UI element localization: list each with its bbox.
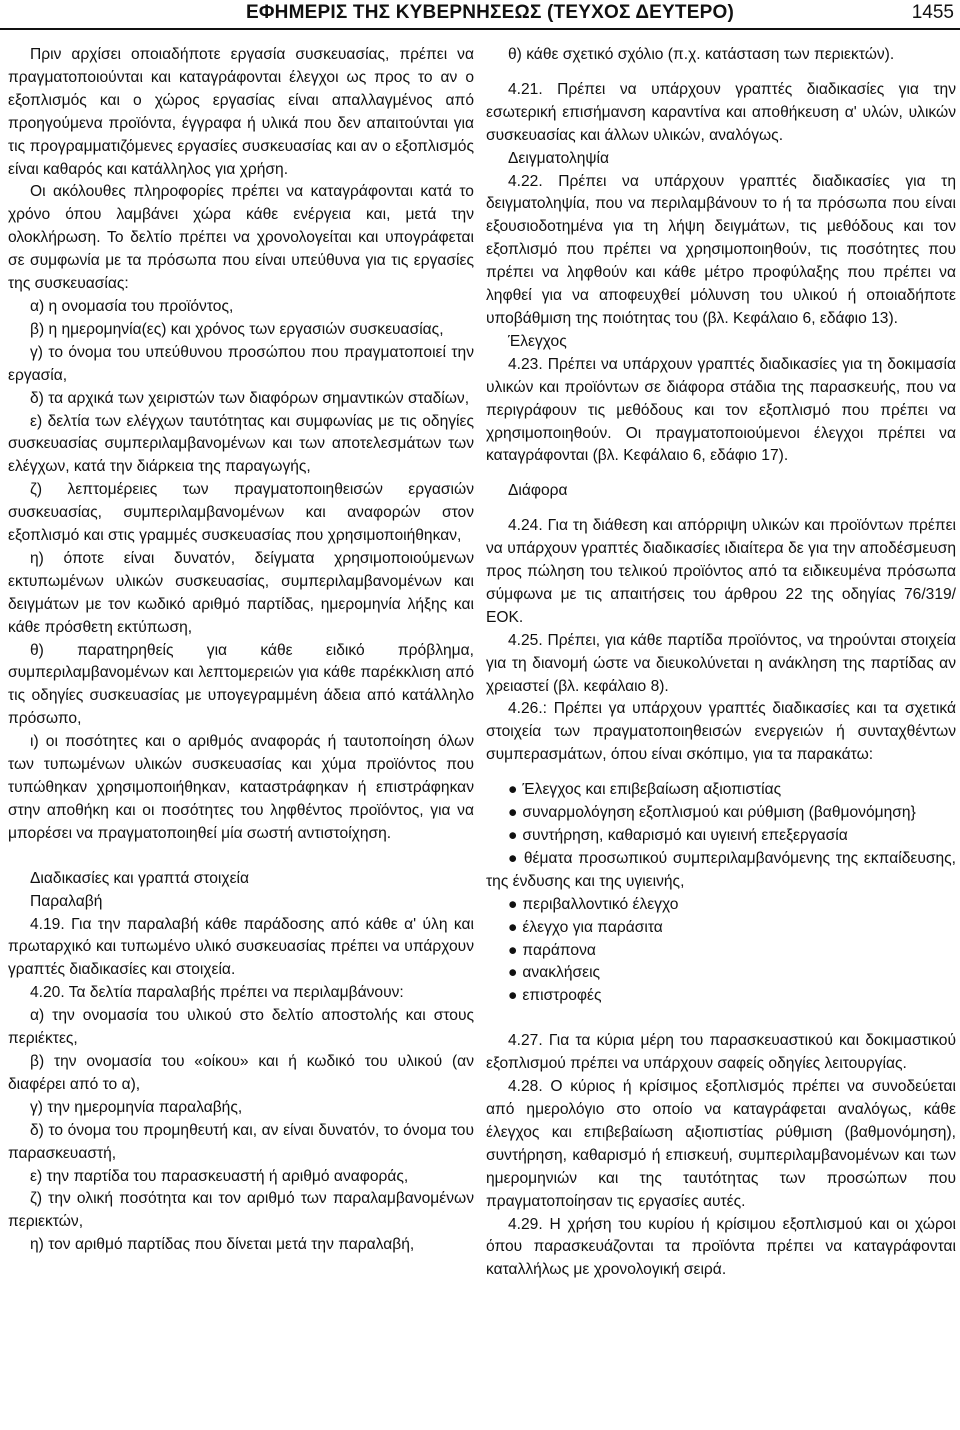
header-rule (0, 28, 960, 30)
bullet-icon: ● (508, 964, 518, 982)
list-item: η) τον αριθμό παρτίδας που δίνεται μετά την παραλαβή, (30, 1236, 415, 1254)
list-item: ε) δελτία των ελέγχων ταυτότητας και συμφωνίας με τις οδηγίες συσκευασίας συμπεριλαμβανομένων και των αποτελεσμάτων των ελέγχων, κατά την διάρκεια της παραγωγής, (8, 412, 474, 476)
bullet-icon: ● (508, 987, 518, 1005)
list-item: ● παράπονα (508, 941, 596, 959)
list-item: α) την ονομασία του υλικού στο δελτίο αποστολής και στους περιέκτες, (8, 1007, 474, 1048)
list-item: ι) οι ποσότητες και ο αριθμός αναφοράς ή ταυτοποίηση όλων των τυπωμένων υλικών συσκευασίας και χύμα προϊόντος που τυπώθηκαν χρησιμοποιήθηκαν, καταστράφηκαν ή επιστράφηκαν στην αποθήκη και οι ποσότητες του ληφθέντος προϊόντος, για να μπορέσει να πραγματοποιηθεί μία σωστή αντιστοίχηση. (8, 733, 474, 842)
paragraph-4-27: 4.27. Για τα κύρια μέρη του παρασκευαστικού και δοκιμαστικού εξοπλισμού πρέπει να υπάρχουν σαφείς οδηγίες λειτουργίας. (486, 1032, 956, 1073)
list-item: ● έλεγχο για παράσιτα (508, 918, 663, 936)
section-heading-procedures: Διαδικασίες και γραπτά στοιχεία (30, 869, 250, 887)
list-item: ζ) λεπτομέρειες των πραγματοποιηθεισών εργασιών συσκευασίας, συμπεριλαμβανομένων και αναφορών στον εξοπλισμό και στις γραμμές συσκευασίας που χρησιμοποιήθηκαν, (8, 481, 474, 545)
list-item: ζ) την ολική ποσότητα και τον αριθμό των παραλαμβανομένων περιεκτών, (8, 1190, 474, 1231)
paragraph-4-24: 4.24. Για τη διάθεση και απόρριψη υλικών και προϊόντων πρέπει να υπάρχουν γραπτές διαδικασίες ιδιαίτερα δε για την αποδέσμευση προς πώληση του τελικού προϊόντος από τα ειδικευμένα πρόσωπα σύμφωνα με τις απαιτήσεις του άρθρου 22 της οδηγίας 76/319/ΕΟΚ. (486, 517, 956, 626)
list-item: δ) τα αρχικά των χειριστών των διαφόρων σημαντικών σταδίων, (30, 389, 470, 407)
page-number: 1455 (911, 2, 954, 23)
list-item: ● Έλεγχος και επιβεβαίωση αξιοπιστίας (508, 781, 782, 799)
subheading-sampling: Δειγματοληψία (508, 149, 610, 167)
list-item: α) η ονομασία του προϊόντος, (30, 297, 234, 315)
list-item: ● επιστροφές (508, 987, 602, 1005)
paragraph-4-19: 4.19. Για την παραλαβή κάθε παράδοσης από κάθε α' ύλη και πρωταρχικό και τυπωμένο υλικό συσκευασίας πρέπει να υπάρχουν γραπτές διαδικασίες και στοιχεία. (8, 915, 474, 979)
paragraph-4-22: 4.22. Πρέπει να υπάρχουν γραπτές διαδικασίες για τη δειγματοληψία, που να περιλαμβάνουν το ή τα πρόσωπα που είναι εξουσιοδοτημένα για τη λήψη δειγμάτων, τις μεθόδους και τον εξοπλισμό που πρέπει να χρησιμοποιηθούν, τις ποσότητες που πρέπει να ληφθούν και κάθε μέτρο προφύλαξης που πρέπει να ληφθεί για να αποφευχθεί μόλυνση του υλικού ή οποιαδήποτε υποβάθμιση της ποιότητας του (βλ. Κεφάλαιο 6, εδάφιο 13). (486, 172, 956, 327)
paragraph-4-28: 4.28. Ο κύριος ή κρίσιμος εξοπλισμός πρέπει να συνοδεύεται από ημερολόγιο στο οποίο να καταγράφεται αναλόγως, κάθε έλεγχος και επιβεβαίωση αξιοπιστίας ρύθμιση (βαθμονόμηση), συντήρηση, καθαρισμό ή επισκευή, συμπεριλαμβανομένων και των ημερομηνιών και της ταυτότητας των προσώπων που πραγματοποίησαν τις εργασίες αυτές. (486, 1078, 956, 1210)
bullet-icon: ● (508, 918, 518, 936)
gazette-title: ΕΦΗΜΕΡΙΣ ΤΗΣ ΚΥΒΕΡΝΗΣΕΩΣ (ΤΕΥΧΟΣ ΔΕΥΤΕΡΟ) (246, 2, 734, 23)
list-item: ● συντήρηση, καθαρισμό και υγιεινή επεξεργασία (508, 827, 848, 844)
bullet-icon: ● (508, 895, 518, 913)
paragraph-4-25: 4.25. Πρέπει, για κάθε παρτίδα προϊόντος, να τηρούνται στοιχεία για τη διανομή ώστε να διευκολύνεται η ανάκληση της παρτίδας αν χρειαστεί (βλ. κεφάλαιο 8). (486, 631, 956, 695)
list-item: θ) παρατηρηθείς για κάθε ειδικό πρόβλημα, συμπεριλαμβανομένων και λεπτομερειών για κάθε παρέκκλιση από τις οδηγίες συσκευασίας με υπογεγραμμένη άδεια από κατάλληλο πρόσωπο, (8, 641, 474, 728)
paragraph-4-23: 4.23. Πρέπει να υπάρχουν γραπτές διαδικασίες για τη δοκιμασία υλικών και προϊόντων σε διάφορα στάδια της παρασκευής, που να περιγράφουν τις μεθόδους και τον εξοπλισμό που πρέπει να χρησιμοποιηθούν. Οι πραγματοποιούμενοι έλεγχοι πρέπει να καταγράφονται (βλ. Κεφάλαιο 6, εδάφιο 17). (486, 355, 956, 465)
list-item: ε) την παρτίδα του παρασκευαστή ή αριθμό αναφοράς, (30, 1167, 409, 1185)
paragraph-preconditions: Πριν αρχίσει οποιαδήποτε εργασία συσκευασίας, πρέπει να πραγματοποιούνται και καταγράφονται έλεγχοι ως προς το αν ο εξοπλισμός και ο χώρος εργασίας είναι απαλλαγμένος από προηγούμενα προϊόντα, έγγραφα ή υλικά που δεν απαιτούνται για τις προγραμματιζόμενες εργασίες συσκευασίας και αν ο εξοπλισμός είναι καθαρός και κατάλληλος για χρήση. (8, 46, 474, 178)
bullet-icon: ● (508, 941, 518, 959)
list-item: η) όποτε είναι δυνατόν, δείγματα χρησιμοποιούμενων εκτυπωμένων υλικών συσκευασίας, συμπεριλαμβανομένων και δειγμάτων με τον κωδικό αριθμό παρτίδας, ημερομηνία λήξης και κάθε πρόσθετη εκτύπωση, (8, 549, 474, 636)
right-column (486, 44, 956, 1282)
list-item: β) την ονομασία του «οίκου» και ή κωδικό του υλικού (αν διαφέρει από το α), (8, 1052, 474, 1093)
subheading-misc: Διάφορα (508, 482, 568, 500)
bullet-icon: ● (508, 804, 518, 822)
list-item: γ) το όνομα του υπεύθυνου προσώπου που πραγματοποιεί την εργασία, (8, 343, 474, 384)
paragraph-4-26: 4.26.: Πρέπει γα υπάρχουν γραπτές διαδικασίες και τα σχετικά στοιχεία των πραγματοποιηθεισών ενεργειών ή συνταχθέντων συμπερασμάτων, όπου είναι σκόπιμο, για τα παρακάτω: (486, 700, 956, 764)
page-header (0, 0, 960, 34)
list-item: θ) κάθε σχετικό σχόλιο (π.χ. κατάσταση των περιεκτών). (508, 46, 895, 63)
bullet-icon: ● (508, 849, 519, 867)
paragraph-4-20: 4.20. Τα δελτία παραλαβής πρέπει να περιλαμβάνουν: (30, 984, 404, 1002)
list-item: ● περιβαλλοντικό έλεγχο (508, 895, 679, 913)
subheading-receipt: Παραλαβή (30, 892, 103, 910)
bullet-icon: ● (508, 827, 518, 844)
bullet-icon: ● (508, 781, 518, 799)
list-item: ● θέματα προσωπικού συμπεριλαμβανόμενης της εκπαίδευσης, της ένδυσης και της υγιεινής, (486, 849, 957, 890)
paragraph-4-21: 4.21. Πρέπει να υπάρχουν γραπτές διαδικασίες για την εσωτερική επισήμανση καραντίνα και αποθήκευση α' υλών, υλικών συσκευασίας και άλλων υλικών, αναλόγως. (486, 80, 956, 144)
list-item: β) η ημερομηνία(ες) και χρόνος των εργασιών συσκευασίας, (30, 320, 444, 338)
list-item: ● ανακλήσεις (508, 964, 601, 982)
list-item: γ) την ημερομηνία παραλαβής, (30, 1098, 243, 1116)
left-column (8, 44, 474, 1257)
subheading-control: Έλεγχος (508, 332, 567, 350)
paragraph-4-29: 4.29. Η χρήση του κυρίου ή κρίσιμου εξοπλισμού και οι χώροι όπου παρασκευάζονται τα προϊόντα πρέπει να καταγράφονται καταλλήλως με χρονολογική σειρά. (486, 1215, 956, 1279)
list-item: ● συναρμολόγηση εξοπλισμού και ρύθμιση (βαθμονόμηση} (508, 804, 916, 822)
bullet-list (486, 779, 956, 1008)
list-item: δ) το όνομα του προμηθευτή και, αν είναι δυνατόν, το όνομα του παρασκευαστή, (8, 1121, 474, 1162)
paragraph-records-intro: Οι ακόλουθες πληροφορίες πρέπει να καταγράφονται κατά το χρόνο όπου λαμβάνει χώρα κάθε ενέργεια και, μετά την ολοκλήρωση. Το δελτίο πρέπει να χρονολογείται και υπογράφεται σε συμφωνία με τα πρόσωπα που είναι υπεύθυνα για τις εργασίες της συσκευασίας: (8, 183, 474, 293)
